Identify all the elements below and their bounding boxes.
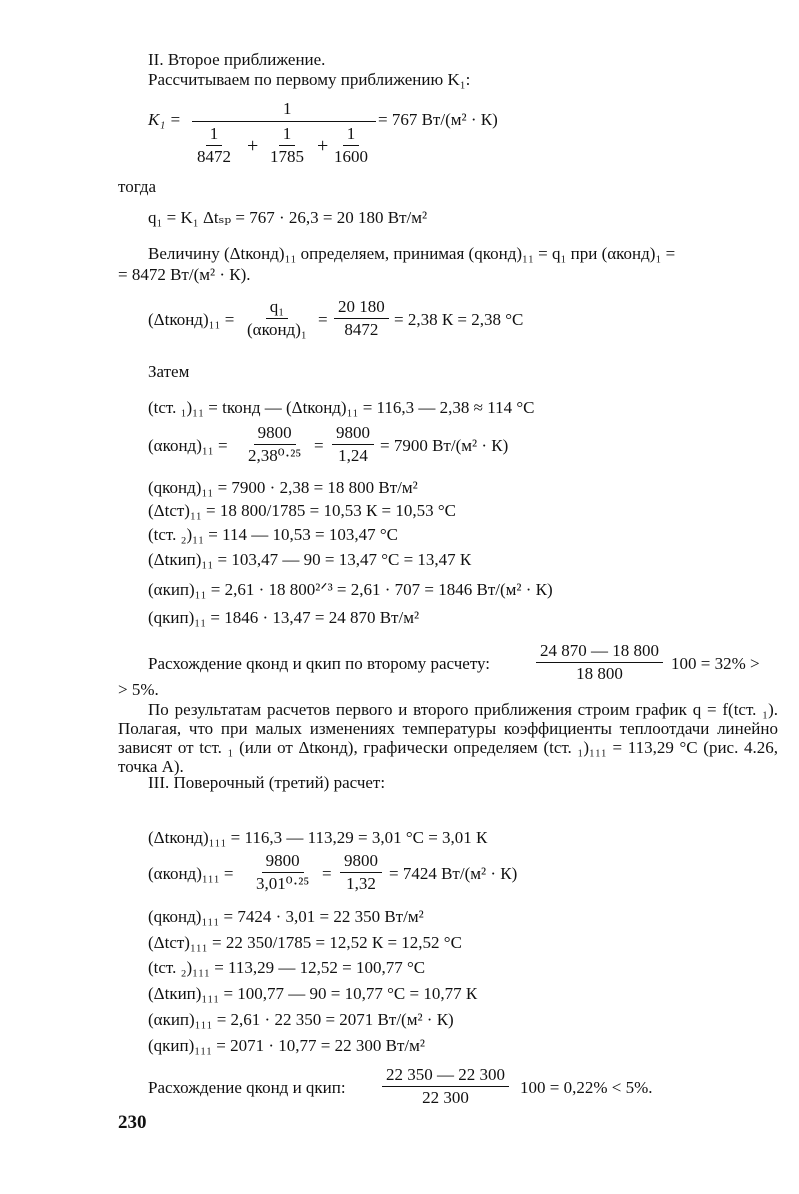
a-kip-3-equation: (αкип)₁₁₁ = 2,61 · 22 350 = 2071 Вт/(м² · К) — [148, 1010, 454, 1029]
dt-kip-2-equation: (Δtкип)₁₁ = 103,47 — 90 = 13,47 °С = 13,47 К — [148, 550, 472, 569]
a-kond-3-lhs: (αконд)₁₁₁ = — [148, 864, 234, 883]
dt-kond-2-frac-1: q₁ (αконд)₁ — [247, 297, 307, 339]
a-kond-3-frac-2: $\frac{9800}{1,32}$ — [340, 852, 382, 893]
k1-lhs: K₁ = — [148, 110, 181, 129]
q1-equation: q₁ = K₁ Δtₛₚ = 767 · 26,3 = 20 180 Вт/м² — [148, 208, 428, 227]
dt-kond-2-eq: = — [318, 310, 328, 329]
a-kond-3-rhs: = 7424 Вт/(м² · К) — [389, 864, 518, 883]
rasxozhdenie-2-text: Расхождение qконд и qкип по второму расчету: — [148, 654, 491, 673]
q-kond-3-equation: (qконд)₁₁₁ = 7424 · 3,01 = 22 350 Вт/м² — [148, 907, 424, 926]
k1-rhs: = 767 Вт/(м² · К) — [378, 110, 498, 129]
rasxozhdenie-3-rhs: 100 = 0,22% < 5%. — [520, 1078, 653, 1097]
k1-term-3: $\frac{1}{1600}$ — [334, 124, 368, 166]
q-kond-2-equation: (qконд)₁₁ = 7900 · 2,38 = 18 800 Вт/м² — [148, 478, 418, 497]
a-kond-2-lhs: (αконд)₁₁ = — [148, 436, 228, 455]
togda-word: тогда — [118, 177, 157, 196]
q-kip-3-equation: (qкип)₁₁₁ = 2071 · 10,77 = 22 300 Вт/м² — [148, 1036, 425, 1055]
zatem-word: Затем — [148, 362, 190, 381]
velichina-line-1: Величину (Δtконд)₁₁ определяем, принимая (qконд)₁₁ = q₁ при (αконд)₁ = — [148, 244, 676, 263]
a-kond-3-frac-1: $\frac{9800}{\text{3,01⁰·²⁵}}$ — [256, 851, 310, 893]
dt-kond-2-frac-2: $\frac{20 180}{8472}$ — [334, 298, 389, 339]
t-st1-2-equation: (tст. ₁)₁₁ = tконд — (Δtконд)₁₁ = 116,3 — 2,38 ≈ 114 °С — [148, 398, 535, 417]
rasxozhdenie-2-rhs: 100 = 32% > — [671, 654, 760, 673]
rasxozhdenie-2-continuation: > 5%. — [118, 680, 159, 699]
rasxozhdenie-3-frac: $\frac{22 350 — 22 300}{22 300}$ — [382, 1066, 509, 1107]
k1-main-fraction-bar — [192, 121, 376, 122]
q-kip-2-equation: (qкип)₁₁ = 1846 · 13,47 = 24 870 Вт/м² — [148, 608, 420, 627]
a-kond-2-frac-1: $\frac{9800}{\text{2,38⁰·²⁵}}$ — [248, 423, 302, 465]
section-2-title: II. Второе приближение. — [148, 50, 326, 69]
k1-term-1: $\frac{1}{8472}$ — [197, 124, 231, 166]
section-2-intro: Рассчитываем по первому приближению K₁: — [148, 70, 471, 89]
a-kond-2-eq: = — [314, 436, 324, 455]
a-kond-2-rhs: = 7900 Вт/(м² · К) — [380, 436, 509, 455]
a-kip-2-equation: (αкип)₁₁ = 2,61 · 18 800²ᐟ³ = 2,61 · 707 = 1846 Вт/(м² · К) — [148, 580, 553, 599]
results-paragraph: По результатам расчетов первого и второго приближения строим график q = f(tст. ₁). Полагая, что при малых изменениях температуры коэффициенты теплоотдачи линейно зависят от tст. ₁ (или от Δtконд), графически определяем (tст. ₁)₁₁₁ = 113,29 °С (рис. 4.26, точка A). — [118, 700, 778, 776]
t-st2-3-equation: (tст. ₂)₁₁₁ = 113,29 — 12,52 = 100,77 °С — [148, 958, 426, 977]
k1-term-2: $\frac{1}{1785}$ — [270, 124, 304, 166]
a-kond-2-frac-2: $\frac{9800}{1,24}$ — [332, 424, 374, 465]
velichina-line-2: = 8472 Вт/(м² · К). — [118, 265, 251, 284]
dt-st-3-equation: (Δtст)₁₁₁ = 22 350/1785 = 12,52 К = 12,52 °С — [148, 933, 462, 952]
t-st2-2-equation: (tст. ₂)₁₁ = 114 — 10,53 = 103,47 °С — [148, 525, 398, 544]
page-number: 230 — [118, 1112, 147, 1133]
rasxozhdenie-2-frac: $\frac{24 870 — 18 800}{18 800}$ — [536, 642, 663, 683]
section-3-title: III. Поверочный (третий) расчет: — [148, 773, 386, 792]
rasxozhdenie-3-text: Расхождение qконд и qкип: — [148, 1078, 346, 1097]
a-kond-3-eq: = — [322, 864, 332, 883]
k1-numerator: 1 — [283, 99, 292, 118]
dt-st-2-equation: (Δtст)₁₁ = 18 800/1785 = 10,53 К = 10,53 °С — [148, 501, 457, 520]
dt-kond-3-equation: (Δtконд)₁₁₁ = 116,3 — 113,29 = 3,01 °С = 3,01 К — [148, 828, 488, 847]
dt-kond-2-rhs: = 2,38 К = 2,38 °С — [394, 310, 524, 329]
k1-plus-1: + — [247, 135, 259, 157]
dt-kond-2-lhs: (Δtконд)₁₁ = — [148, 310, 235, 329]
dt-kip-3-equation: (Δtкип)₁₁₁ = 100,77 — 90 = 10,77 °С = 10,77 К — [148, 984, 478, 1003]
k1-plus-2: + — [317, 135, 329, 157]
